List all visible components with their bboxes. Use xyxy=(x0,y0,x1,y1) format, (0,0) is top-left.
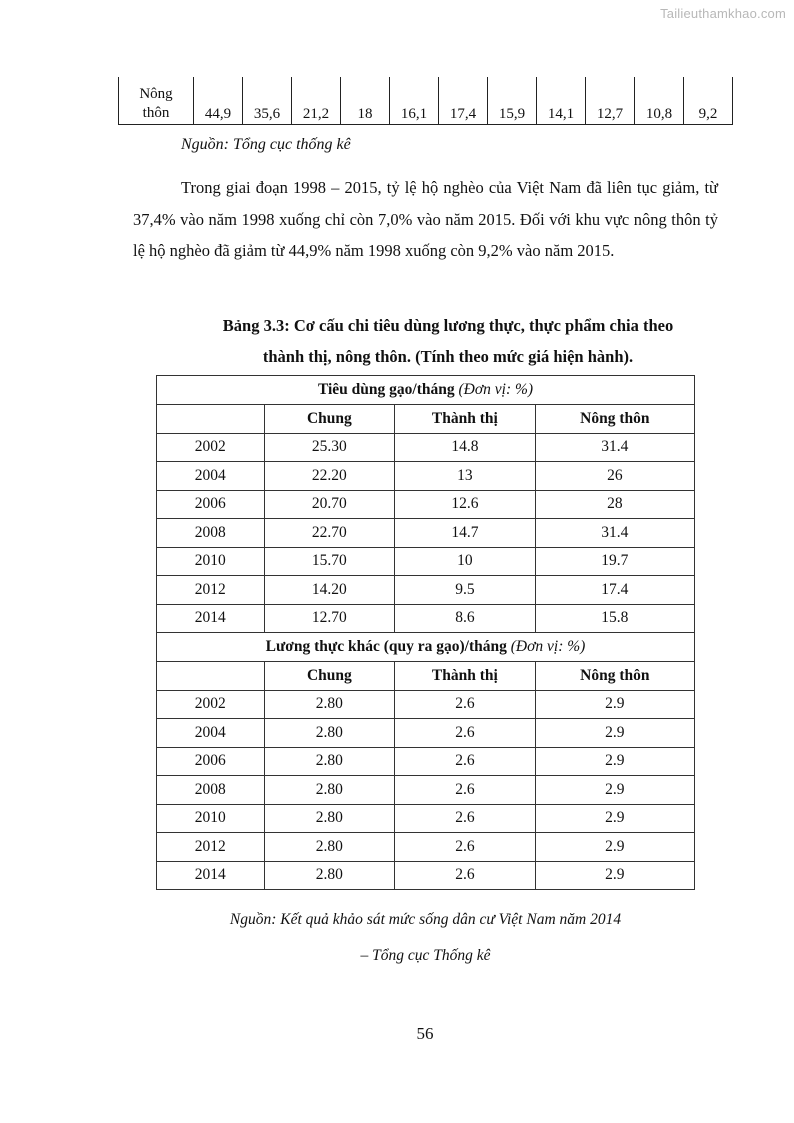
section-title: Tiêu dùng gạo/tháng xyxy=(317,381,455,398)
table-cell: 2.6 xyxy=(395,719,535,748)
column-header-row xyxy=(157,405,695,434)
table-cell: 26 xyxy=(535,462,694,491)
year-cell: 2004 xyxy=(157,462,265,491)
table-cell: 17.4 xyxy=(535,576,694,605)
watermark: Tailieuthamkhao.com xyxy=(660,6,786,21)
table-cell: 2.80 xyxy=(264,804,395,833)
table-cell: 2.9 xyxy=(535,776,694,805)
source-note-2 xyxy=(156,902,695,974)
table-cell: 14.7 xyxy=(395,519,535,548)
table-cell: 15,9 xyxy=(488,77,537,125)
section-title-cell xyxy=(157,633,695,662)
caption-line1: Bảng 3.3: Cơ cấu chi tiêu dùng lương thực, thực phẩm chia theo xyxy=(222,316,674,335)
section-header-row xyxy=(157,376,695,405)
column-header xyxy=(157,662,265,691)
table-cell: 28 xyxy=(535,490,694,519)
table-row xyxy=(157,690,695,719)
year-cell: 2014 xyxy=(157,861,265,890)
year-cell: 2010 xyxy=(157,547,265,576)
year-cell: 2002 xyxy=(157,433,265,462)
table-row xyxy=(157,490,695,519)
table-cell: 2.80 xyxy=(264,690,395,719)
page-number: 56 xyxy=(416,1024,434,1043)
year-cell: 2006 xyxy=(157,747,265,776)
source-line1: Nguồn: Kết quả khảo sát mức sống dân cư Việt Nam năm 2014 xyxy=(229,911,622,928)
source-line2: – Tổng cục Thống kê xyxy=(360,947,491,964)
table-cell: 8.6 xyxy=(395,604,535,633)
table-row xyxy=(157,719,695,748)
table-cell: 12,7 xyxy=(586,77,635,125)
table-cell: 2.6 xyxy=(395,861,535,890)
caption-line2: thành thị, nông thôn. (Tính theo mức giá hiện hành). xyxy=(262,347,634,366)
table-cell: 2.80 xyxy=(264,833,395,862)
table-cell: 2.6 xyxy=(395,776,535,805)
table-cell: 2.9 xyxy=(535,804,694,833)
table-cell: 2.6 xyxy=(395,690,535,719)
table-cell: 22.70 xyxy=(264,519,395,548)
column-header: Nông thôn xyxy=(535,662,694,691)
table-cell: 25.30 xyxy=(264,433,395,462)
table-cell: 2.9 xyxy=(535,747,694,776)
body-paragraph xyxy=(133,172,718,267)
table-cell: 35,6 xyxy=(243,77,292,125)
column-header: Chung xyxy=(264,662,395,691)
table-row xyxy=(157,604,695,633)
column-header: Thành thị xyxy=(395,405,535,434)
table-cell: 9,2 xyxy=(684,77,733,125)
section-header-row xyxy=(157,633,695,662)
table-cell: 12.6 xyxy=(395,490,535,519)
year-cell: 2008 xyxy=(157,776,265,805)
table-cell: 18 xyxy=(341,77,390,125)
table-cell: 44,9 xyxy=(194,77,243,125)
table-cell: 2.80 xyxy=(264,861,395,890)
table-row xyxy=(157,433,695,462)
table-cell: 12.70 xyxy=(264,604,395,633)
year-cell: 2014 xyxy=(157,604,265,633)
year-cell: 2008 xyxy=(157,519,265,548)
table-body xyxy=(157,376,695,890)
table-cell: 15.8 xyxy=(535,604,694,633)
table-cell: 14.20 xyxy=(264,576,395,605)
table-row xyxy=(157,519,695,548)
table-cell: 2.9 xyxy=(535,861,694,890)
table-cell: 20.70 xyxy=(264,490,395,519)
year-cell: 2012 xyxy=(157,833,265,862)
table-cell: 17,4 xyxy=(439,77,488,125)
table-cell: 2.9 xyxy=(535,719,694,748)
table-cell: 14.8 xyxy=(395,433,535,462)
table-row xyxy=(157,747,695,776)
table-cell: 22.20 xyxy=(264,462,395,491)
column-header xyxy=(157,405,265,434)
table-cell: 31.4 xyxy=(535,519,694,548)
row-label-line1: Nông xyxy=(139,86,173,102)
table-row-rural xyxy=(119,77,733,125)
table-row xyxy=(157,776,695,805)
table-cell: 2.80 xyxy=(264,747,395,776)
row-label xyxy=(119,77,194,125)
table-row xyxy=(157,861,695,890)
table-cell: 15.70 xyxy=(264,547,395,576)
table-cell: 16,1 xyxy=(390,77,439,125)
row-label-line2: thôn xyxy=(142,105,170,121)
table-cell: 2.9 xyxy=(535,833,694,862)
table-row xyxy=(157,462,695,491)
table-cell: 14,1 xyxy=(537,77,586,125)
table-cell: 2.9 xyxy=(535,690,694,719)
column-header: Nông thôn xyxy=(535,405,694,434)
column-header: Thành thị xyxy=(395,662,535,691)
table-cell: 19.7 xyxy=(535,547,694,576)
table-row xyxy=(157,804,695,833)
year-cell: 2004 xyxy=(157,719,265,748)
section-unit: (Đơn vị: %) xyxy=(458,381,534,398)
table-cell: 2.6 xyxy=(395,833,535,862)
table-cell: 2.80 xyxy=(264,776,395,805)
table-cell: 10 xyxy=(395,547,535,576)
table-row xyxy=(157,576,695,605)
table-cell: 31.4 xyxy=(535,433,694,462)
year-cell: 2006 xyxy=(157,490,265,519)
table-cell: 2.6 xyxy=(395,804,535,833)
table-row xyxy=(157,547,695,576)
table-cell: 21,2 xyxy=(292,77,341,125)
paragraph-text: Trong giai đoạn 1998 – 2015, tỷ lệ hộ nghèo của Việt Nam đã liên tục giảm, từ 37,4% vào năm 1998 xuống chỉ còn 7,0% vào năm 2015. Đối với khu vực nông thôn tỷ lệ hộ nghèo đã giảm từ 44,9% năm 1998 xuống còn 9,2% vào năm 2015. xyxy=(133,178,718,260)
table-row xyxy=(157,833,695,862)
year-cell: 2010 xyxy=(157,804,265,833)
section-title-cell xyxy=(157,376,695,405)
table-cell: 2.6 xyxy=(395,747,535,776)
food-consumption-table xyxy=(156,375,695,890)
table-caption xyxy=(156,310,740,372)
year-cell: 2012 xyxy=(157,576,265,605)
table-cell: 13 xyxy=(395,462,535,491)
poverty-rate-table-fragment xyxy=(118,77,733,125)
section-unit: (Đơn vị: %) xyxy=(510,638,586,655)
column-header-row xyxy=(157,662,695,691)
table-cell: 2.80 xyxy=(264,719,395,748)
year-cell: 2002 xyxy=(157,690,265,719)
table-cell: 10,8 xyxy=(635,77,684,125)
source-note-1: Nguồn: Tổng cục thống kê xyxy=(181,136,351,153)
column-header: Chung xyxy=(264,405,395,434)
section-title: Lương thực khác (quy ra gạo)/tháng xyxy=(265,638,507,655)
table-cell: 9.5 xyxy=(395,576,535,605)
